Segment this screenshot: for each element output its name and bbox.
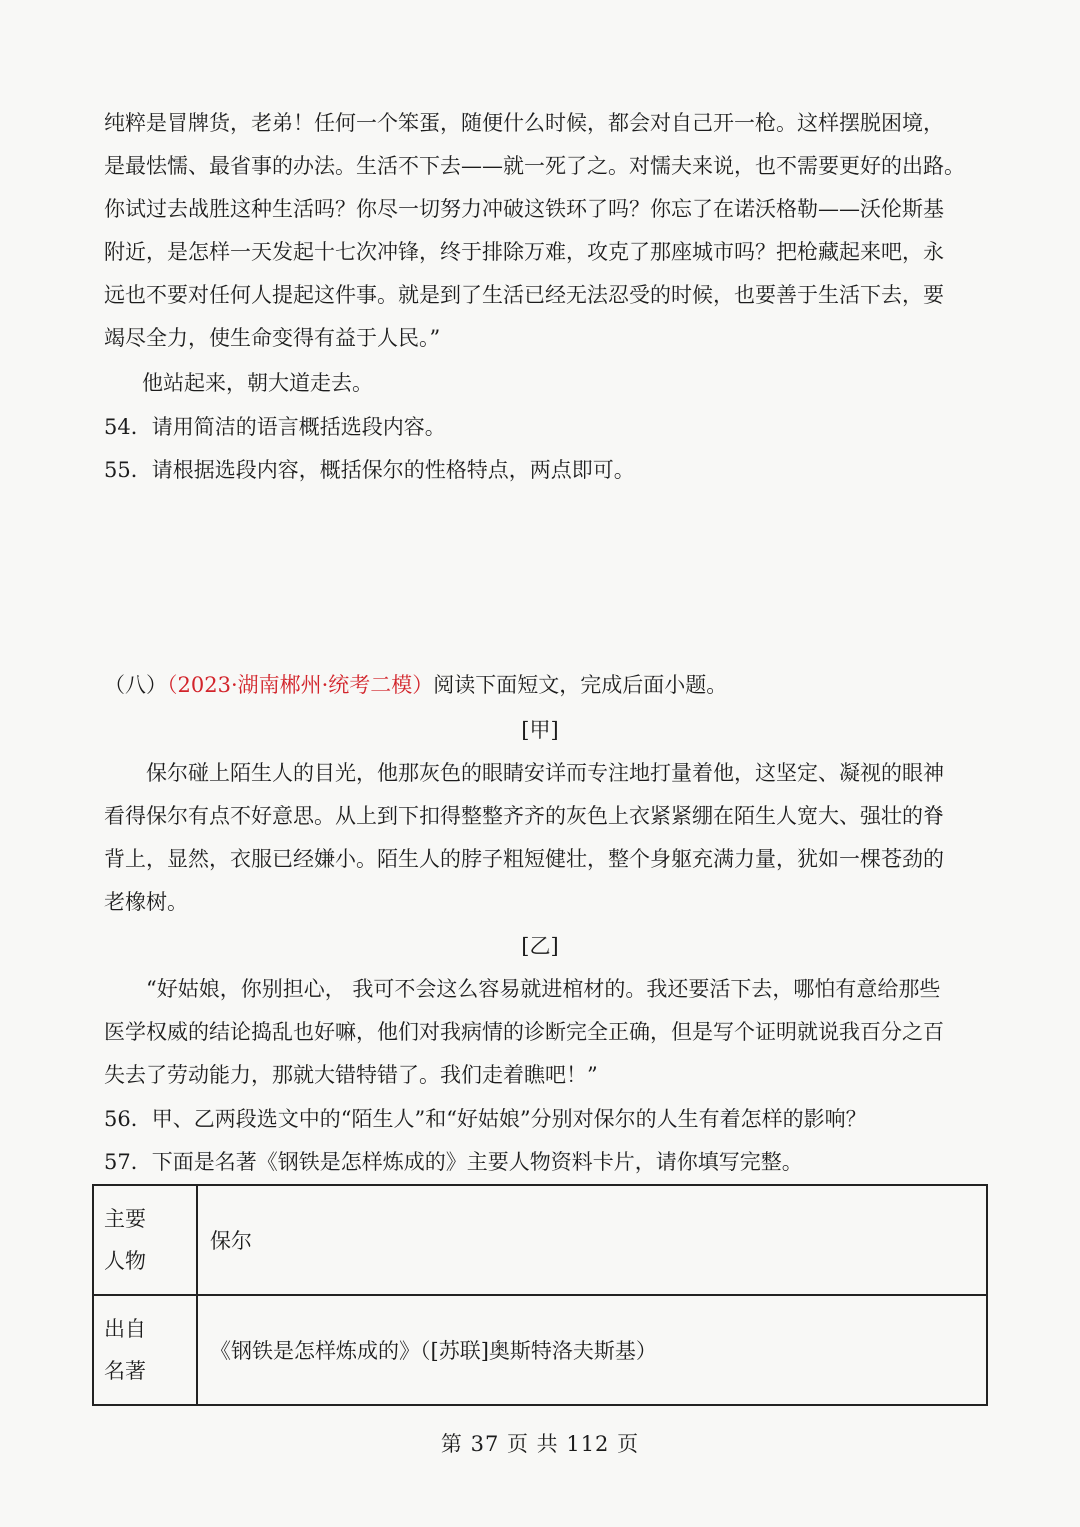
part-jia-title: [甲] (521, 718, 559, 742)
passage-line: 你试过去战胜这种生活吗？你尽一切努力冲破这铁环了吗？你忘了在诺沃格勒——沃伦斯基 (104, 197, 944, 221)
card-value-main-character: 保尔 (197, 1185, 987, 1295)
jia-line: 老橡树。 (104, 890, 188, 914)
jia-line: 看得保尔有点不好意思。从上到下扣得整整齐齐的灰色上衣紧紧绷在陌生人宽大、强壮的脊 (104, 804, 944, 828)
passage-line: 远也不要对任何人提起这件事。就是到了生活已经无法忍受的时候，也要善于生活下去，要 (104, 283, 944, 307)
passage-line: 纯粹是冒牌货，老弟！任何一个笨蛋，随便什么时候，都会对自己开一枪。这样摆脱困境， (104, 111, 944, 135)
yi-line: 医学权威的结论捣乱也好嘛，他们对我病情的诊断完全正确，但是写个证明就说我百分之百 (104, 1020, 944, 1044)
card-row-source (93, 1295, 987, 1405)
section-number: （八） (104, 673, 167, 697)
passage-end-paragraph (104, 102, 980, 360)
jia-line: 保尔碰上陌生人的目光，他那灰色的眼睛安详而专注地打量着他，这坚定、凝视的眼神 (146, 761, 944, 785)
page-footer: 第 37 页 共 112 页 (440, 1432, 640, 1456)
card-value-source-book: 《钢铁是怎样炼成的》（[苏联]奥斯特洛夫斯基） (197, 1295, 987, 1405)
card-label-main-character: 主要 人物 (93, 1185, 197, 1295)
part-yi-title: [乙] (521, 934, 559, 958)
source-tag: （2023·湖南郴州·统考二模） (167, 673, 434, 697)
passage-line: 竭尽全力，使生命变得有益于人民。” (104, 326, 441, 350)
part-jia-paragraph (104, 752, 980, 924)
section-8-heading (104, 664, 727, 707)
passage-line: 附近，是怎样一天发起十七次冲锋，终于排除万难，攻克了那座城市吗？把枪藏起来吧，永 (104, 240, 944, 264)
card-row-character (93, 1185, 987, 1295)
question-57: 57．下面是名著《钢铁是怎样炼成的》主要人物资料卡片，请你填写完整。 (104, 1150, 803, 1174)
character-info-card (92, 1184, 988, 1406)
passage-line: 是最怯懦、最省事的办法。生活不下去——就一死了之。对懦夫来说，也不需要更好的出路。 (104, 154, 965, 178)
passage-closing-line: 他站起来，朝大道走去。 (142, 371, 373, 395)
card-label-source-book: 出自 名著 (93, 1295, 197, 1405)
yi-line: “好姑娘，你别担心， 我可不会这么容易就进棺材的。我还要活下去，哪怕有意给那些 (146, 977, 941, 1001)
jia-line: 背上，显然，衣服已经嫌小。陌生人的脖子粗短健壮，整个身躯充满力量，犹如一棵苍劲的 (104, 847, 944, 871)
question-54: 54．请用简洁的语言概括选段内容。 (104, 415, 446, 439)
part-yi-paragraph (104, 968, 980, 1097)
yi-line: 失去了劳动能力，那就大错特错了。我们走着瞧吧！” (104, 1063, 598, 1087)
question-56: 56．甲、乙两段选文中的“陌生人”和“好姑娘”分别对保尔的人生有着怎样的影响？ (104, 1107, 867, 1131)
question-55: 55．请根据选段内容，概括保尔的性格特点，两点即可。 (104, 458, 635, 482)
section-instruction: 阅读下面短文，完成后面小题。 (433, 673, 728, 697)
